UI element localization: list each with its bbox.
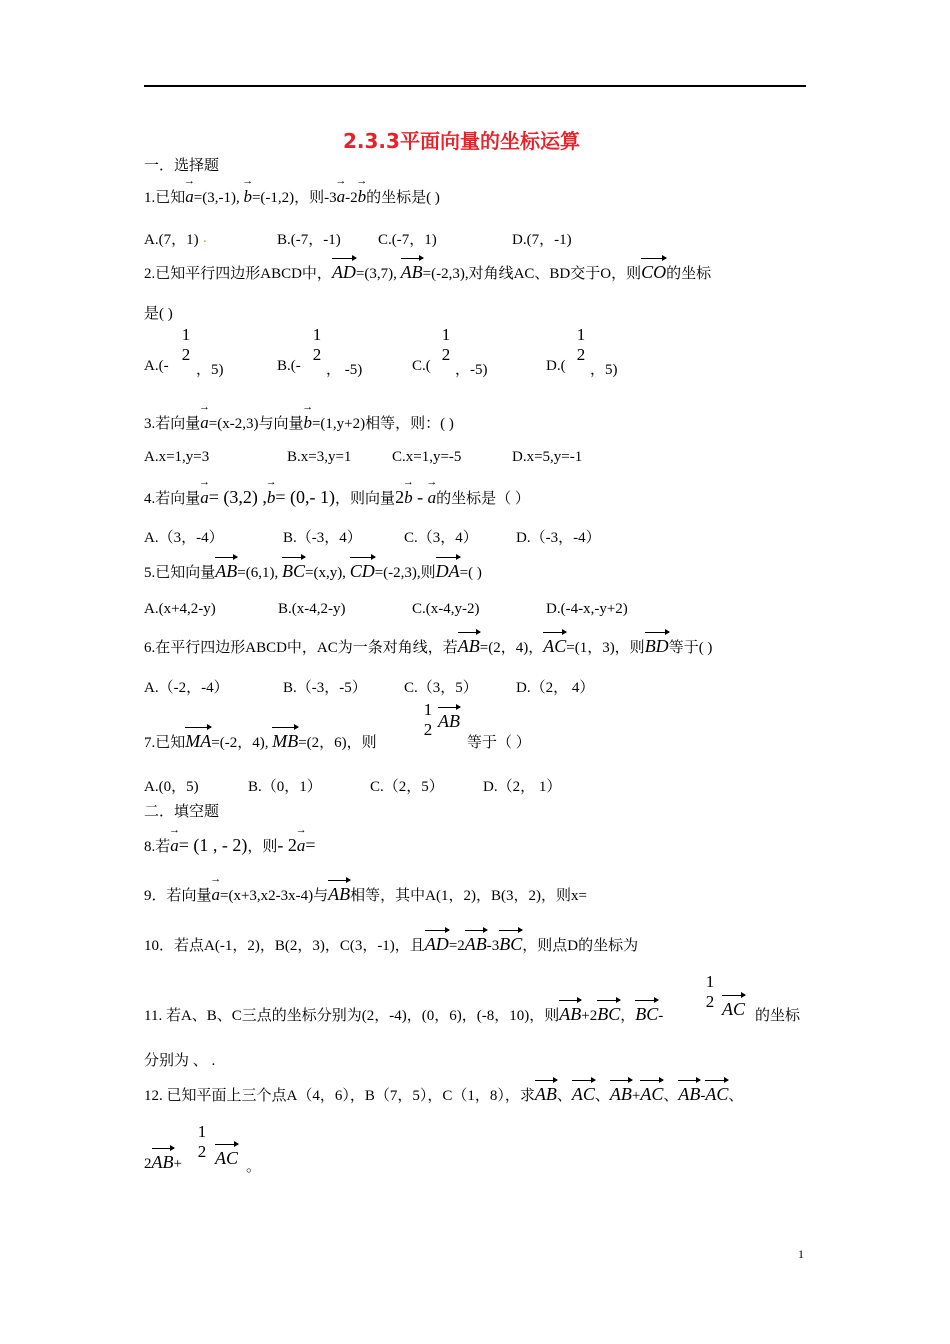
- q1-option-d: D.(7，-1): [512, 232, 572, 248]
- q7-fraction: 1 2: [423, 700, 433, 739]
- question-7: 7.已知MA=(-2，4), MB=(2，6)，则: [144, 731, 377, 751]
- q3-option-b: B.x=3,y=1: [287, 449, 352, 465]
- q2-b-fraction: 1 2: [312, 325, 322, 364]
- question-4: 4.若向量a →= (3,2) ,b →= (0,- 1)，则向量2b → - a →的坐标是（ ）: [144, 487, 530, 508]
- q4-option-b: B.（-3，4）: [283, 530, 362, 546]
- q7-option-b: B.（0，1）: [248, 779, 322, 795]
- q11-fraction: 1 2: [705, 972, 715, 1011]
- vector-b: b →: [243, 188, 252, 205]
- header-rule: [144, 85, 806, 87]
- q3-option-d: D.x=5,y=-1: [512, 449, 583, 465]
- section-heading-choice: 一．选择题: [144, 158, 220, 174]
- question-6: 6.在平行四边形ABCD中，AC为一条对角线，若AB=(2，4)，AC=(1，3)，则BD等于( ): [144, 636, 713, 656]
- section-heading-fill: 二．填空题: [144, 804, 220, 820]
- q12-vector-ac: AC: [215, 1148, 239, 1168]
- q2-option-a-tail: ，5): [196, 362, 224, 378]
- q2-option-b: B.(-: [277, 358, 301, 374]
- q2-d-fraction: 1 2: [576, 325, 586, 364]
- q6-option-b: B.（-3，-5）: [283, 680, 367, 696]
- q7-option-d: D.（2， 1）: [483, 779, 562, 795]
- q2-a-fraction: 1 2: [181, 325, 191, 364]
- q4-option-c: C.（3，4）: [404, 530, 478, 546]
- q2-c-fraction: 1 2: [441, 325, 451, 364]
- q2-option-b-tail: ， -5): [326, 362, 363, 378]
- question-11-line2: 分别为 、 .: [144, 1053, 216, 1069]
- q2-option-d-tail: ，5): [590, 362, 618, 378]
- q5-option-d: D.(-4-x,-y+2): [546, 601, 628, 617]
- q1-option-b: B.(-7，-1): [277, 232, 341, 248]
- page-title: 2.3.3平面向量的坐标运算: [343, 129, 580, 153]
- q2-option-c: C.(: [412, 358, 431, 374]
- question-5: 5.已知向量AB=(6,1), BC=(x,y), CD=(-2,3),则DA=( ): [144, 561, 482, 581]
- q11-tail: 的坐标: [755, 1008, 801, 1024]
- question-11: 11. 若A、B、C三点的坐标分别为(2，-4)，(0，6)，(-8，10)，则AB+2BC，BC-: [144, 1004, 664, 1024]
- question-10: 10．若点A(-1，2)，B(2，3)，C(3，-1)，且AD=2AB-3BC，则点D的坐标为: [144, 934, 639, 954]
- q6-option-a: A.（-2，-4）: [144, 680, 229, 696]
- q7-option-a: A.(0，5): [144, 779, 199, 795]
- q5-option-b: B.(x-4,2-y): [278, 601, 346, 617]
- mark-dot: .: [203, 230, 207, 246]
- question-12-line2: 2AB+: [144, 1152, 182, 1172]
- q5-option-c: C.(x-4,y-2): [412, 601, 480, 617]
- q7-option-c: C.（2，5）: [370, 779, 444, 795]
- q2-option-c-tail: ，-5): [455, 362, 488, 378]
- q5-option-a: A.(x+4,2-y): [144, 601, 216, 617]
- question-9: 9．若向量a →=(x+3,x2-3x-4)与AB相等，其中A(1，2)，B(3，2)，则x=: [144, 884, 587, 905]
- q2-option-d: D.(: [546, 358, 566, 374]
- vector-a: a →: [185, 188, 194, 205]
- q12-end: 。: [246, 1159, 262, 1175]
- question-2-line2: 是( ): [144, 306, 173, 322]
- q3-option-c: C.x=1,y=-5: [392, 449, 462, 465]
- q2-option-a: A.(-: [144, 358, 169, 374]
- q3-option-a: A.x=1,y=3: [144, 449, 210, 465]
- q4-option-a: A.（3，-4）: [144, 530, 224, 546]
- q6-option-c: C.（3，5）: [404, 680, 478, 696]
- q6-option-d: D.（2， 4）: [516, 680, 595, 696]
- q12-fraction: 1 2: [197, 1122, 207, 1161]
- q4-option-d: D.（-3，-4）: [516, 530, 601, 546]
- question-8: 8.若a →= (1 , - 2)，则- 2a →=: [144, 835, 316, 856]
- q1-option-c: C.(-7，1): [378, 232, 437, 248]
- question-3: 3.若向量a →=(x-2,3)与向量b →=(1,y+2)相等，则：( ): [144, 412, 454, 433]
- q7-tail: 等于（ ）: [467, 735, 531, 751]
- question-12: 12. 已知平面上三个点A（4，6），B（7，5），C（1，8），求AB、AC、AB+AC、AB-AC、: [144, 1084, 744, 1104]
- question-1: 1.已知a →=(3,-1), b →=(-1,2)，则-3a →-2b →的坐标是( ): [144, 186, 440, 207]
- question-2: 2.已知平行四边形ABCD中，AD=(3,7), AB=(-2,3),对角线AC、BD交于O，则CO的坐标: [144, 262, 712, 282]
- q7-vector-ab: AB: [438, 711, 460, 731]
- q11-vector-ac: AC: [722, 999, 746, 1019]
- q1-option-a: A.(7，1): [144, 232, 199, 248]
- page-number: 1: [798, 1247, 804, 1261]
